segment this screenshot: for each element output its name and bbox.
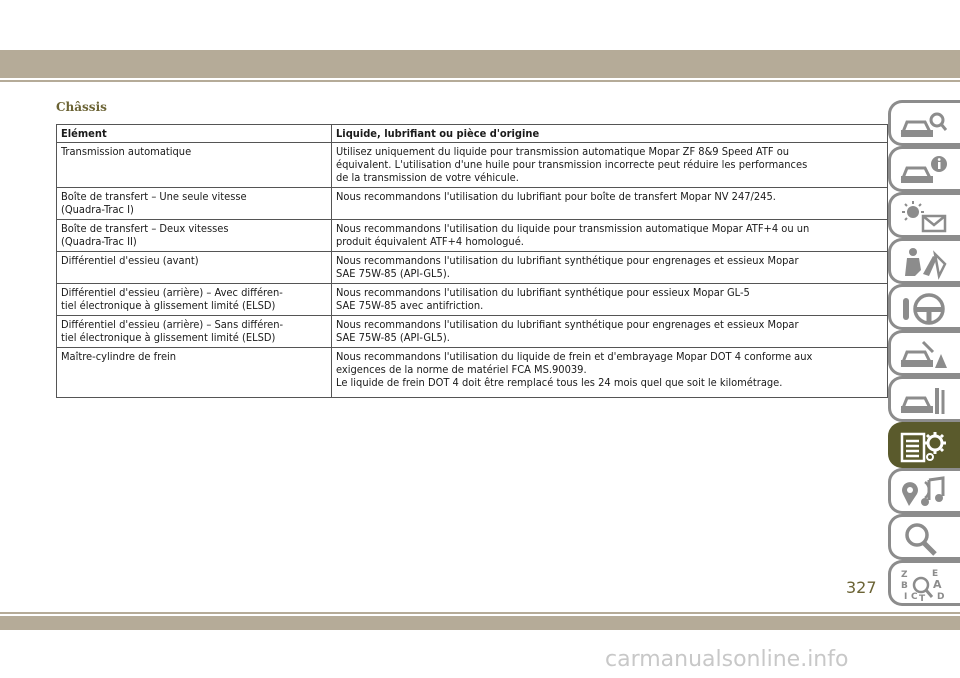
tab-customer-assistance[interactable] [888,514,960,560]
steering-wheel-icon [899,292,947,326]
table-cell-element: Maître-cylindre de frein [57,348,332,398]
tab-warning-lights[interactable] [888,192,960,238]
tab-index[interactable] [888,560,960,606]
table-cell-element: Différentiel d'essieu (arrière) – Sans différen- tiel électronique à glissement limité (ELSD) [57,316,332,348]
header-band [0,50,960,78]
table-cell-element: Boîte de transfert – Une seule vitesse (Quadra-Trac I) [57,188,332,220]
index-letter: I [904,592,908,602]
table-row [57,188,888,220]
car-hazard-icon [899,338,947,372]
table-cell-fluid: Nous recommandons l'utilisation du lubrifiant pour boîte de transfert Mopar NV 247/245. [332,188,888,220]
index-letter: B [901,581,908,591]
warning-light-message-icon [899,200,947,234]
footer-rule [0,612,960,614]
magnifier-icon [899,522,947,556]
page-number: 327 [846,578,877,597]
tab-starting-operating[interactable] [888,284,960,330]
tab-emergency[interactable] [888,330,960,376]
index-letter: D [937,592,945,602]
index-letter: E [932,569,939,579]
tab-multimedia[interactable] [888,468,960,514]
table-row [57,284,888,316]
table-cell-element: Transmission automatique [57,143,332,188]
multimedia-music-icon [899,476,947,510]
alphabet-index-icon [899,568,947,602]
tab-servicing[interactable] [888,376,960,422]
spec-list-gear-icon [899,430,947,464]
table-cell-element: Différentiel d'essieu (avant) [57,252,332,284]
table-cell-fluid: Nous recommandons l'utilisation du lubrifiant synthétique pour essieux Mopar GL-5 SAE 75W-85 avec antifriction. [332,284,888,316]
index-letter: T [919,594,926,602]
tab-technical-specifications[interactable] [888,422,960,468]
table-cell-fluid: Nous recommandons l'utilisation du liquide de frein et d'embrayage Mopar DOT 4 conforme aux exigences de la norme de matériel FCA MS.90039. Le liquide de frein DOT 4 doit être remplacé tous les 24 mois quel que soit le kilométrage. [332,348,888,398]
footer-band [0,616,960,630]
table-row [57,316,888,348]
watermark: carmanualsonline.info [605,647,849,672]
car-tools-icon [899,384,947,418]
table-cell-fluid: Nous recommandons l'utilisation du lubrifiant synthétique pour engrenages et essieux Mopar SAE 75W-85 (API-GL5). [332,316,888,348]
airbag-seat-icon [899,246,947,280]
column-header-element: Elément [57,125,332,143]
table-cell-fluid: Nous recommandons l'utilisation du lubrifiant synthétique pour engrenages et essieux Mopar SAE 75W-85 (API-GL5). [332,252,888,284]
index-letter: A [933,578,942,591]
tab-instrument-panel[interactable] [888,146,960,192]
table-header-row [57,125,888,143]
table-cell-fluid: Nous recommandons l'utilisation du liquide pour transmission automatique Mopar ATF+4 ou un produit équivalent ATF+4 homologué. [332,220,888,252]
column-header-fluid: Liquide, lubrifiant ou pièce d'origine [332,125,888,143]
fluids-table [56,124,888,398]
car-search-icon [899,108,947,142]
table-cell-fluid: Utilisez uniquement du liquide pour transmission automatique Mopar ZF 8&9 Speed ATF ou équivalent. L'utilisation d'une huile pour transmission incorrecte peut réduire les performances de la transmission de votre véhicule. [332,143,888,188]
index-letter: Z [901,570,908,580]
table-row [57,348,888,398]
index-letter: C [911,592,918,602]
table-row [57,220,888,252]
car-info-icon [899,154,947,188]
table-row [57,143,888,188]
table-cell-element: Boîte de transfert – Deux vitesses (Quadra-Trac II) [57,220,332,252]
tab-safety[interactable] [888,238,960,284]
tab-getting-to-know[interactable] [888,100,960,146]
header-rule [0,80,960,82]
table-cell-element: Différentiel d'essieu (arrière) – Avec différen- tiel électronique à glissement limité (ELSD) [57,284,332,316]
section-title: Châssis [56,100,107,114]
table-row [57,252,888,284]
